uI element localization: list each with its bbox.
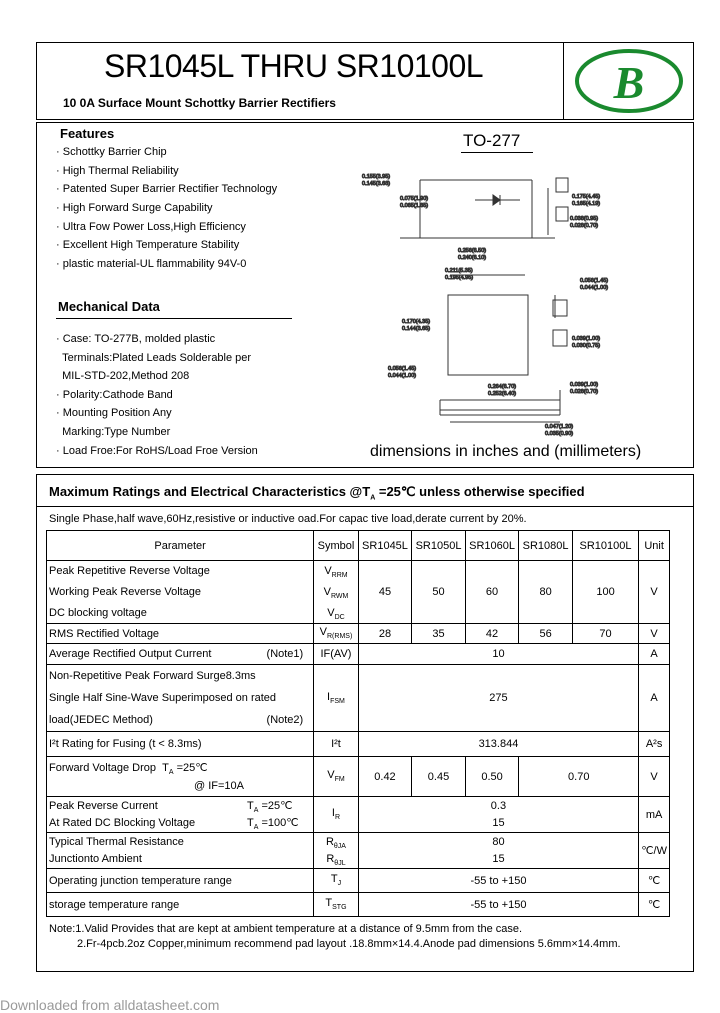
symbol-cell: IF(AV): [314, 644, 359, 665]
symbol-cell: $T_{STG}$: [314, 893, 359, 917]
features-list: [56, 143, 277, 274]
symbol-cell: $V_{R(RMS)}$: [314, 624, 359, 644]
svg-text:0.030(0.75): 0.030(0.75): [572, 343, 601, 349]
svg-text:0.075(1.90): 0.075(1.90): [400, 196, 429, 202]
col-header: SR1060L: [465, 531, 519, 561]
symbol-cell: $I_R$: [314, 797, 359, 833]
unit-cell: V: [639, 757, 670, 797]
svg-text:0.252(6.40): 0.252(6.40): [488, 391, 517, 397]
unit-cell: V: [639, 624, 670, 644]
value-cell: 100: [572, 561, 638, 624]
svg-text:0.039(1.00): 0.039(1.00): [572, 336, 601, 342]
list-item: · plastic material-UL flammability 94V-0: [56, 258, 247, 271]
value-cell: 45: [358, 561, 412, 624]
ratings-rule: [36, 506, 694, 507]
param-cell: Forward Voltage Drop $T_A$ =25℃ @ IF=10A: [47, 757, 314, 797]
svg-text:0.145(3.68): 0.145(3.68): [362, 181, 391, 187]
value-cell: -55 to +150: [358, 869, 638, 893]
download-footer[interactable]: Downloaded from alldatasheet.com: [0, 997, 220, 1013]
param-cell: Peak Repetitive Reverse Voltage Working Peak Reverse Voltage DC blocking voltage: [47, 561, 314, 624]
list-item: Terminals:Plated Leads Solderable per: [62, 351, 252, 364]
col-header: SR10100L: [572, 531, 638, 561]
unit-cell: mA: [639, 797, 670, 833]
test-conditions: Single Phase,half wave,60Hz,resistive or inductive oad.For capac tive load,derate current by 20%.: [49, 513, 527, 525]
value-cell: 60: [465, 561, 519, 624]
svg-text:0.256(6.50): 0.256(6.50): [458, 248, 487, 254]
value-cell: 0.70: [519, 757, 639, 797]
symbol-cell: $I_{FSM}$: [314, 665, 359, 732]
value-cell: 28: [358, 624, 412, 644]
list-item: · Case: TO-277B, molded plastic: [56, 333, 216, 345]
value-cell: 0.42: [358, 757, 412, 797]
table-row: [47, 833, 670, 869]
list-item: · Patented Super Barrier Rectifier Technology: [56, 183, 278, 196]
col-header: SR1045L: [358, 531, 412, 561]
table-row: [47, 732, 670, 757]
svg-text:0.175(4.45): 0.175(4.45): [572, 194, 601, 200]
unit-cell: A: [639, 644, 670, 665]
value-cell: 275: [358, 665, 638, 732]
svg-text:0.038(0.95): 0.038(0.95): [570, 216, 599, 222]
value-cell: 56: [519, 624, 573, 644]
note-1: Note:1.Valid Provides that are kept at ambient temperature at a distance of 9.5mm from the case.: [49, 923, 523, 935]
table-row: [47, 561, 670, 624]
svg-text:0.240(6.10): 0.240(6.10): [458, 255, 487, 261]
svg-text:0.195(4.95): 0.195(4.95): [445, 275, 474, 281]
list-item: Marking:Type Number: [62, 425, 171, 438]
param-cell: Non-Repetitive Peak Forward Surge8.3ms Single Half Sine-Wave Superimposed on rated load(JEDEC Method) (Note2): [47, 665, 314, 732]
ratings-heading: Maximum Ratings and Electrical Characteristics $@T_A$ =25℃ unless otherwise specified: [49, 484, 585, 502]
table-row: [47, 797, 670, 833]
value-cell: 42: [465, 624, 519, 644]
col-header: Symbol: [314, 531, 359, 561]
mechanical-heading: Mechanical Data: [58, 299, 160, 314]
list-item: · Mounting Position Any: [56, 407, 172, 420]
unit-cell: ℃: [639, 869, 670, 893]
svg-text:0.047(1.20): 0.047(1.20): [545, 424, 574, 430]
value-cell: 0.45: [412, 757, 466, 797]
svg-text:0.035(0.90): 0.035(0.90): [545, 431, 574, 437]
col-header: SR1080L: [519, 531, 573, 561]
features-heading: Features: [60, 126, 115, 141]
param-cell: RMS Rectified Voltage: [47, 624, 314, 644]
symbol-cell: $R_{\theta JA}$ $R_{\theta JL}$: [314, 833, 359, 869]
package-drawing: [360, 160, 660, 445]
dimension-note: dimensions in inches and (millimeters): [370, 443, 642, 460]
value-cell: 70: [572, 624, 638, 644]
col-header: SR1050L: [412, 531, 466, 561]
list-item: MIL-STD-202,Method 208: [62, 370, 190, 383]
list-item: · High Thermal Reliability: [56, 164, 179, 177]
value-cell: 50: [412, 561, 466, 624]
list-item: · Ultra Fow Power Loss,High Efficiency: [56, 220, 246, 233]
svg-text:0.028(0.70): 0.028(0.70): [570, 223, 599, 229]
value-cell: 0.3 15: [358, 797, 638, 833]
table-row: [47, 665, 670, 732]
table-header-row: [47, 531, 670, 561]
list-item: · Excellent High Temperature Stability: [56, 239, 240, 252]
unit-cell: V: [639, 561, 670, 624]
mechanical-rule: [56, 318, 292, 319]
svg-text:0.065(1.65): 0.065(1.65): [400, 203, 429, 209]
svg-text:0.211(5.35): 0.211(5.35): [445, 268, 473, 274]
param-cell: Typical Thermal Resistance Junctionto Ambient: [47, 833, 314, 869]
table-row: [47, 869, 670, 893]
svg-text:0.039(1.00): 0.039(1.00): [570, 382, 599, 388]
value-cell: 313.844: [358, 732, 638, 757]
param-cell: Operating junction temperature range: [47, 869, 314, 893]
symbol-cell: $T_J$: [314, 869, 359, 893]
svg-text:0.264(6.70): 0.264(6.70): [488, 384, 517, 390]
symbol-cell: I²t: [314, 732, 359, 757]
part-subtitle: 10 0A Surface Mount Schottky Barrier Rectifiers: [63, 96, 336, 110]
table-row: [47, 644, 670, 665]
svg-text:0.056(1.45): 0.056(1.45): [388, 366, 417, 372]
svg-text:0.165(4.19): 0.165(4.19): [572, 201, 601, 207]
col-header: Parameter: [47, 531, 314, 561]
svg-text:0.056(1.45): 0.056(1.45): [580, 278, 609, 284]
col-header: Unit: [639, 531, 670, 561]
svg-text:0.144(3.65): 0.144(3.65): [402, 326, 431, 332]
svg-text:0.044(1.00): 0.044(1.00): [580, 285, 609, 291]
param-cell: I²t Rating for Fusing (t < 8.3ms): [47, 732, 314, 757]
symbol-cell: $V_{FM}$: [314, 757, 359, 797]
package-rule: [461, 152, 533, 153]
part-title: SR1045L THRU SR10100L: [104, 48, 484, 84]
value-cell: 0.50: [465, 757, 519, 797]
svg-text:0.155(3.95): 0.155(3.95): [362, 174, 391, 180]
note-2: 2.Fr-4pcb.2oz Copper,minimum recommend pad layout .18.8mm×14.4.Anode pad dimensions 5.6mm×14.4mm.: [77, 938, 621, 950]
list-item: · Load Froe:For RoHS/Load Froe Version: [56, 444, 258, 457]
symbol-cell: $V_{RRM}$ $V_{RWM}$ $V_{DC}$: [314, 561, 359, 624]
param-cell: Peak Reverse Current $T_A$ =25℃ At Rated DC Blocking Voltage $T_A$ =100℃: [47, 797, 314, 833]
table-row: [47, 757, 670, 797]
value-cell: -55 to +150: [358, 893, 638, 917]
unit-cell: A: [639, 665, 670, 732]
svg-text:0.044(1.00): 0.044(1.00): [388, 373, 417, 379]
value-cell: 80 15: [358, 833, 638, 869]
mechanical-list: [56, 330, 258, 460]
list-item: · Polarity:Cathode Band: [56, 388, 173, 401]
list-item: · High Forward Surge Capability: [56, 202, 213, 215]
param-cell: storage temperature range: [47, 893, 314, 917]
value-cell: 10: [358, 644, 638, 665]
param-cell: Average Rectified Output Current (Note1): [47, 644, 314, 665]
list-item: · Schottky Barrier Chip: [56, 146, 167, 158]
table-row: [47, 624, 670, 644]
unit-cell: ℃/W: [639, 833, 670, 869]
svg-text:0.028(0.70): 0.028(0.70): [570, 389, 599, 395]
svg-text:0.170(4.35): 0.170(4.35): [402, 319, 431, 325]
brand-logo: [574, 48, 684, 114]
value-cell: 35: [412, 624, 466, 644]
logo-letter: B: [613, 57, 645, 108]
unit-cell: ℃: [639, 893, 670, 917]
unit-cell: A²s: [639, 732, 670, 757]
value-cell: 80: [519, 561, 573, 624]
table-row: [47, 893, 670, 917]
ratings-table: [46, 530, 670, 917]
package-name: TO-277: [463, 131, 521, 150]
